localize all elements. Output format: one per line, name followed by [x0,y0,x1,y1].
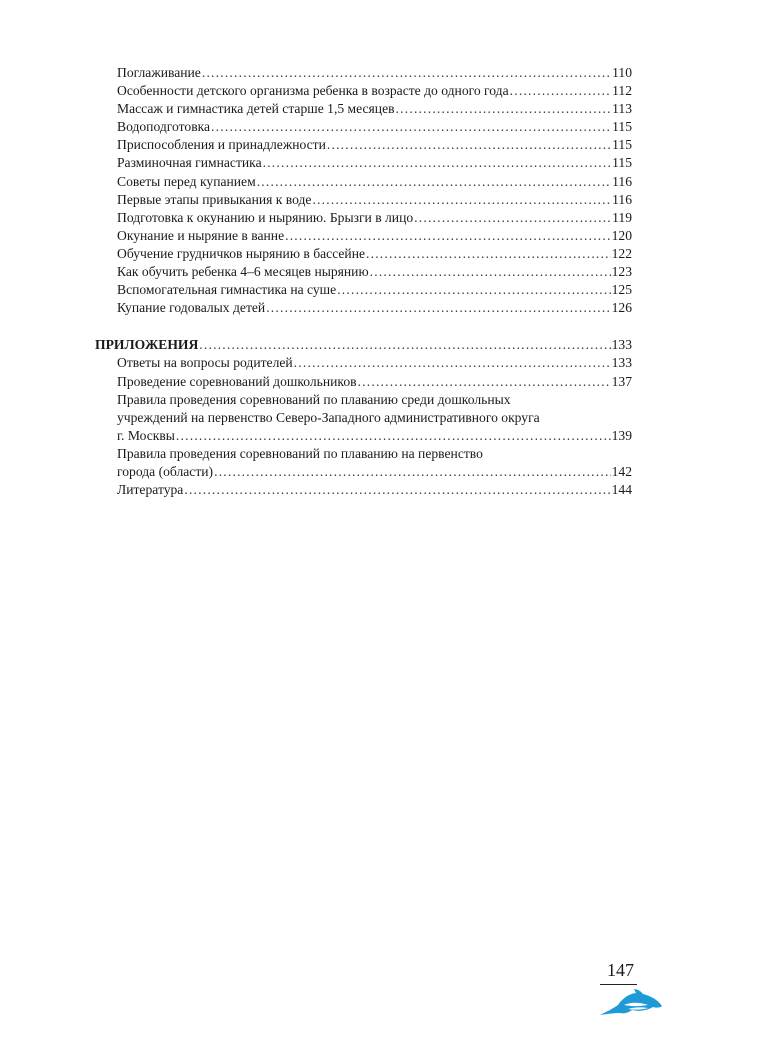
dot-leader [211,118,611,136]
dolphin-body [600,989,662,1015]
dot-leader [358,373,611,391]
toc-entry-title: Первые этапы привыкания к воде [117,191,312,207]
toc-entry-page: 116 [612,191,632,207]
dot-leader [214,463,611,481]
toc-entry [95,373,632,391]
toc-entry-title: Вспомогательная гимнастика на суше [117,282,337,298]
toc-entry [95,191,632,209]
dot-leader [176,427,611,445]
toc-entry-page: 133 [611,355,632,371]
toc-entry [95,245,632,263]
toc-entry [95,427,632,445]
toc-entry-title: Советы перед купанием [117,173,256,189]
dot-leader [285,227,611,245]
toc-entry-title: Массаж и гимнастика детей старше 1,5 месяцев [117,101,395,117]
toc-entry [95,118,632,136]
toc-entry-page: 142 [611,463,632,479]
dot-leader [396,100,612,118]
dot-leader [294,354,611,372]
toc-entry-page: 137 [611,373,632,389]
toc-entry-page: 115 [612,119,632,135]
toc-entry-page: 113 [612,101,632,117]
toc-section-appendices [95,336,632,354]
toc-entry-line: учреждений на первенство Северо-Западного административного округа [117,409,540,425]
toc-entry-title: Ответы на вопросы родителей [117,355,293,371]
toc-entry-page: 112 [612,83,632,99]
dot-leader [263,154,612,172]
toc-entry-page: 126 [611,300,632,316]
toc-entry-title: города (области) [117,463,214,479]
toc-entry-page: 116 [612,173,632,189]
dot-leader [337,281,610,299]
dot-leader [184,481,610,499]
toc-entry-page: 120 [611,227,632,243]
toc-entry-title: Особенности детского организма ребенка в возрасте до одного года [117,83,509,99]
toc-entry-page: 119 [612,209,632,225]
toc-entry-page: 139 [611,427,632,443]
dot-leader [202,64,611,82]
toc-entry [95,64,632,82]
toc-entry-title: Разминочная гимнастика [117,155,262,171]
toc-entry [95,227,632,245]
toc-entry [95,463,632,481]
toc-entry-page: 115 [612,137,632,153]
toc-entry-title: Купание годовалых детей [117,300,266,316]
toc-entry-title: Обучение грудничков нырянию в бассейне [117,245,366,261]
toc-entry-page: 122 [611,245,632,261]
toc-entry-page: 125 [611,282,632,298]
toc-entry-title: Подготовка к окунанию и нырянию. Брызги в лицо [117,209,414,225]
toc-entry-title: Поглаживание [117,65,201,80]
dot-leader [414,209,611,227]
toc-entry-title: Как обучить ребенка 4–6 месяцев нырянию [117,264,369,280]
toc-entry [95,263,632,281]
toc-entry-title: г. Москвы [117,427,175,443]
toc-section-page: 133 [611,337,632,353]
toc-entry [95,154,632,172]
toc-entry-line: Правила проведения соревнований по плаванию среди дошкольных [117,391,511,407]
page-number: 147 [607,960,634,980]
toc-entry [95,299,632,317]
toc-entry-page: 123 [611,264,632,280]
toc-entry [95,100,632,118]
toc-entry [95,281,632,299]
dot-leader [312,191,611,209]
dot-leader [266,299,610,317]
toc-entry-line: Правила проведения соревнований по плаванию на первенство [117,445,483,461]
toc-entry-page: 144 [611,482,632,498]
toc-section-title: ПРИЛОЖЕНИЯ [95,337,199,353]
toc-entry-title: Окунание и ныряние в ванне [117,227,285,243]
dot-leader [257,173,611,191]
toc-entry-title: Приспособления и принадлежности [117,137,326,153]
toc-entry-title: Проведение соревнований дошкольников [117,373,357,389]
toc-entry [95,82,632,100]
dot-leader [510,82,611,100]
dot-leader [199,336,610,354]
toc-entry-page: 115 [612,155,632,171]
toc-entry-title: Водоподготовка [117,119,211,135]
toc-entry-page: 110 [612,65,632,80]
toc-entry-title: Литература [117,482,184,498]
toc-entry [95,173,632,191]
toc-entry [95,209,632,227]
dot-leader [327,136,611,154]
table-of-contents [95,64,632,499]
toc-entry [95,354,632,372]
footer-rule [600,984,637,985]
toc-entry [95,136,632,154]
dolphin-icon [598,986,664,1016]
toc-entry [95,481,632,499]
dot-leader [370,263,611,281]
dot-leader [366,245,611,263]
